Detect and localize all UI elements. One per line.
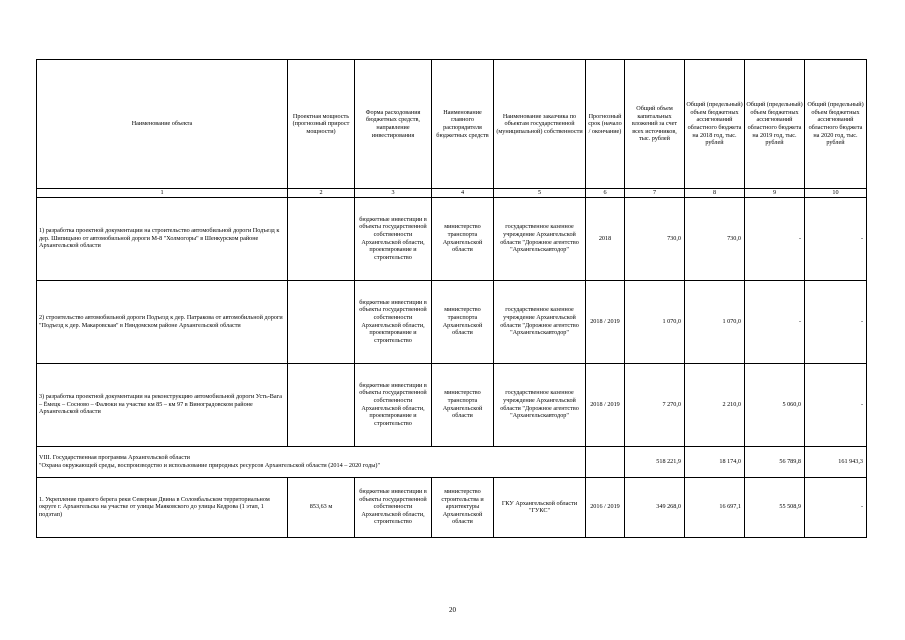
object-customer: государственное казенное учреждение Архангельской области "Дорожное агентство "Архангельскавтодор" — [494, 363, 586, 446]
column-number: 3 — [355, 189, 432, 198]
object-customer: государственное казенное учреждение Архангельской области "Дорожное агентство "Архангельскавтодор" — [494, 280, 586, 363]
object-customer: ГКУ Архангельской области "ГУКС" — [494, 477, 586, 537]
header-manager: Наименование главного распорядителя бюджетных средств — [432, 60, 494, 189]
object-total: 7 270,0 — [625, 363, 685, 446]
object-2019: - — [745, 197, 805, 280]
object-2020: - — [805, 477, 867, 537]
column-number-row — [37, 189, 867, 198]
header-term: Прогнозный срок (начало / окончание) — [586, 60, 625, 189]
program-title-cell — [37, 446, 586, 477]
program-2019: 56 789,8 — [745, 446, 805, 477]
program-row — [37, 446, 867, 477]
object-manager: министерство транспорта Архангельской области — [432, 363, 494, 446]
program-2020: 161 943,3 — [805, 446, 867, 477]
object-name: 1. Укрепление правого берега реки Северная Двина в Соломбальском территориальном округе г. Архангельска на участке от улицы Маяковского до улицы Кедрова (1 этап, 1 подэтап) — [37, 477, 288, 537]
object-form: бюджетные инвестиции в объекты государственной собственности Архангельской области, проектирование и строительство — [355, 280, 432, 363]
object-2019: 5 060,0 — [745, 363, 805, 446]
table-row — [37, 363, 867, 446]
object-2018: 1 070,0 — [685, 280, 745, 363]
header-form: Форма расходования бюджетных средств, направление инвестирования — [355, 60, 432, 189]
object-2018: 2 210,0 — [685, 363, 745, 446]
object-capacity: 853,63 м — [288, 477, 355, 537]
object-total: 349 268,0 — [625, 477, 685, 537]
column-number: 8 — [685, 189, 745, 198]
object-total: 1 070,0 — [625, 280, 685, 363]
object-customer: государственное казенное учреждение Архангельской области "Дорожное агентство "Архангельскавтодор" — [494, 197, 586, 280]
object-term: 2018 / 2019 — [586, 363, 625, 446]
program-total: 518 221,9 — [625, 446, 685, 477]
object-form: бюджетные инвестиции в объекты государственной собственности Архангельской области, строительство — [355, 477, 432, 537]
header-2020: Общий (предельный) объем бюджетных ассигнований областного бюджета на 2020 год, тыс. рублей — [805, 60, 867, 189]
object-term: 2018 / 2019 — [586, 280, 625, 363]
header-name: Наименование объекта — [37, 60, 288, 189]
object-term: 2016 / 2019 — [586, 477, 625, 537]
column-number: 10 — [805, 189, 867, 198]
object-2019: - — [745, 280, 805, 363]
table-row — [37, 197, 867, 280]
column-number: 2 — [288, 189, 355, 198]
header-2018: Общий (предельный) объем бюджетных ассигнований областного бюджета на 2018 год, тыс. рублей — [685, 60, 745, 189]
object-capacity — [288, 363, 355, 446]
object-manager: министерство транспорта Архангельской области — [432, 197, 494, 280]
column-number: 7 — [625, 189, 685, 198]
object-name: 1) разработка проектной документации на строительство автомобильной дороги Подъезд к дер. Шипицыно от автомобильной дороги М-8 "Холмогоры" в Шенкурском районе Архангельской области — [37, 197, 288, 280]
object-manager: министерство строительства и архитектуры Архангельской области — [432, 477, 494, 537]
object-capacity — [288, 280, 355, 363]
table-row — [37, 477, 867, 537]
program-subtitle: "Охрана окружающей среды, воспроизводство и использование природных ресурсов Архангельской области (2014 – 2020 годы)" — [39, 461, 381, 469]
column-number: 5 — [494, 189, 586, 198]
program-2018: 18 174,0 — [685, 446, 745, 477]
object-2018: 16 697,1 — [685, 477, 745, 537]
object-term: 2018 — [586, 197, 625, 280]
object-name: 2) строительство автомобильной дороги Подъезд к дер. Патракова от автомобильной дороги "Подъезд к дер. Макаровская" в Няндомском районе Архангельской области — [37, 280, 288, 363]
object-total: 730,0 — [625, 197, 685, 280]
object-form: бюджетные инвестиции в объекты государственной собственности Архангельской области, проектирование и строительство — [355, 197, 432, 280]
object-manager: министерство транспорта Архангельской области — [432, 280, 494, 363]
header-customer: Наименование заказчика по объектам государственной (муниципальной) собственности — [494, 60, 586, 189]
object-name: 3) разработка проектной документации на реконструкцию автомобильной дороги Усть-Вага – Ёмецк – Сосново – Фалюки на участке км 85 – км 97 в Виноградовском районе Архангельской области — [37, 363, 288, 446]
investment-table — [36, 59, 867, 538]
table-row — [37, 280, 867, 363]
object-2020: - — [805, 197, 867, 280]
object-2018: 730,0 — [685, 197, 745, 280]
object-2020: - — [805, 363, 867, 446]
page-number: 20 — [449, 606, 456, 614]
header-row — [37, 60, 867, 189]
program-title: VIII. Государственная программа Архангельской области — [39, 454, 190, 461]
column-number: 9 — [745, 189, 805, 198]
column-number: 1 — [37, 189, 288, 198]
header-2019: Общий (предельный) объем бюджетных ассигнований областного бюджета на 2019 год, тыс. рублей — [745, 60, 805, 189]
object-capacity — [288, 197, 355, 280]
object-2019: 55 508,9 — [745, 477, 805, 537]
program-term — [586, 446, 625, 477]
header-capacity: Проектная мощность (прогнозный прирост мощности) — [288, 60, 355, 189]
object-form: бюджетные инвестиции в объекты государственной собственности Архангельской области, проектирование и строительство — [355, 363, 432, 446]
column-number: 4 — [432, 189, 494, 198]
column-number: 6 — [586, 189, 625, 198]
header-total: Общий объем капитальных вложений за счет всех источников, тыс. рублей — [625, 60, 685, 189]
object-2020: - — [805, 280, 867, 363]
